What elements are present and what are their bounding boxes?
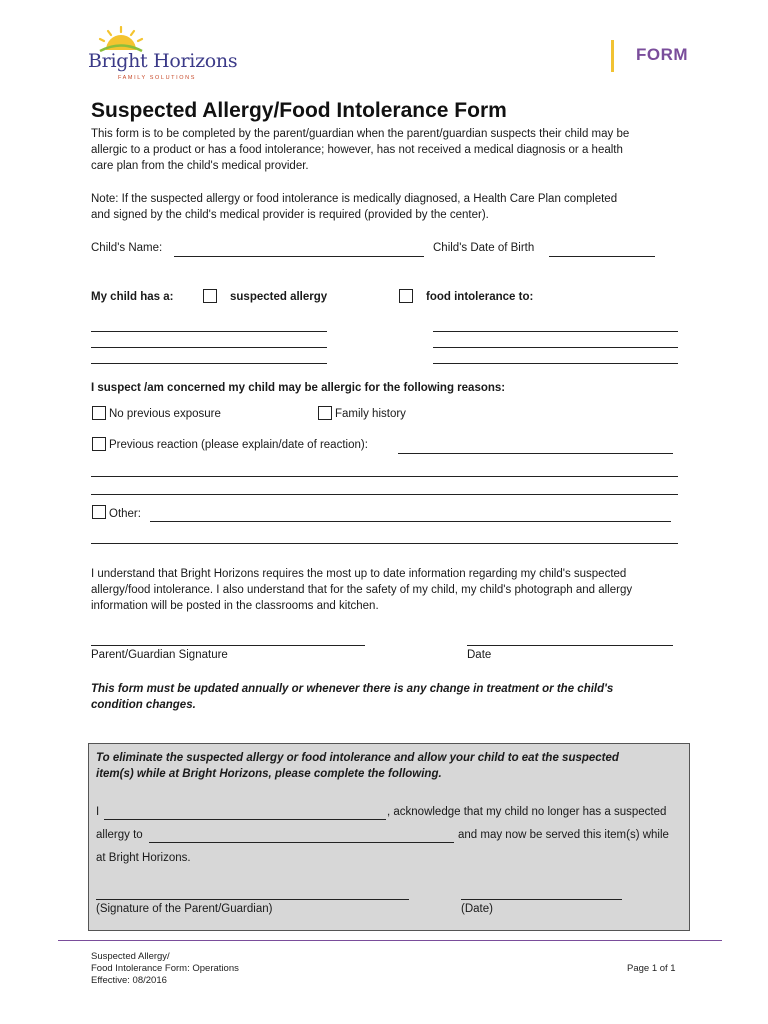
suspected-allergy-checkbox[interactable] [203,289,217,303]
ack-text: , acknowledge that my child no longer has a suspected [387,806,667,818]
box-signature-label: (Signature of the Parent/Guardian) [96,903,273,915]
food-intolerance-label: food intolerance to: [426,291,534,303]
child-name-label: Child's Name: [91,242,163,254]
allergy-line-2[interactable] [91,347,327,348]
allergy-line-1[interactable] [91,331,327,332]
doc-type-label: FORM [636,45,689,64]
box-date-label: (Date) [461,903,493,915]
header-accent-bar [611,40,614,72]
footer-doc-info: Suspected Allergy/ Food Intolerance Form: Operations Effective: 08/2016 [91,951,239,986]
previous-reaction-label: Previous reaction (please explain/date of reaction): [109,439,368,451]
reaction-line-2[interactable] [91,476,678,477]
suspected-allergy-label: suspected allergy [230,291,328,303]
signature-date-field[interactable] [467,645,673,646]
previous-reaction-checkbox[interactable] [92,437,106,451]
no-exposure-label: No previous exposure [109,408,221,420]
sun-logo-icon [98,26,144,52]
reasons-heading: I suspect /am concerned my child may be allergic for the following reasons: [91,382,506,394]
at-bh-text: at Bright Horizons. [96,852,191,864]
note-text: Note: If the suspected allergy or food intolerance is medically diagnosed, a Health Care Plan completed and signed by the child's medical provider is required (provided by the center). [91,193,618,221]
child-has-label: My child has a: [91,291,174,303]
may-be-served-text: and may now be served this item(s) while [458,829,669,841]
box-signature-field[interactable] [96,899,409,900]
consent-text: I understand that Bright Horizons requires the most up to date information regarding my child's suspected allergy/food intolerance. I also understand that for the safety of my child, my child's photograph and allergy information will be posted in the classrooms and kitchen. [91,568,633,612]
elimination-heading: To eliminate the suspected allergy or food intolerance and allow your child to eat the suspected item(s) while at Bright Horizons, please complete the following. [96,752,619,780]
food-intolerance-checkbox[interactable] [399,289,413,303]
family-history-checkbox[interactable] [318,406,332,420]
child-dob-label: Child's Date of Birth [433,242,535,254]
previous-reaction-field[interactable] [398,453,673,454]
parent-signature-label: Parent/Guardian Signature [91,649,228,661]
other-checkbox[interactable] [92,505,106,519]
other-line-2[interactable] [91,543,678,544]
intolerance-line-1[interactable] [433,331,678,332]
parent-signature-field[interactable] [91,645,365,646]
allergy-to-field[interactable] [149,842,454,843]
family-history-label: Family history [335,408,406,420]
other-field[interactable] [150,521,671,522]
allergy-to-label: allergy to [96,829,143,841]
child-dob-field[interactable] [549,256,655,257]
logo-wordmark: Bright Horizons [88,50,238,72]
footer-divider [58,940,722,941]
allergy-line-3[interactable] [91,363,327,364]
ack-i-label: I [96,806,100,818]
intolerance-line-2[interactable] [433,347,678,348]
no-exposure-checkbox[interactable] [92,406,106,420]
signature-date-label: Date [467,649,492,661]
intolerance-line-3[interactable] [433,363,678,364]
bright-horizons-logo [88,26,238,88]
box-date-field[interactable] [461,899,622,900]
page-title: Suspected Allergy/Food Intolerance Form [91,99,507,122]
page-number: Page 1 of 1 [627,963,676,974]
reaction-line-3[interactable] [91,494,678,495]
other-label: Other: [109,508,141,520]
intro-text: This form is to be completed by the parent/guardian when the parent/guardian suspects their child may be allergic to a product or has a food intolerance; however, has not received a medical diagnosis or a health care plan from the child's medical provider. [91,128,630,172]
logo-tagline: FAMILY SOLUTIONS [118,75,196,81]
ack-name-field[interactable] [104,819,386,820]
child-name-field[interactable] [174,256,424,257]
update-notice: This form must be updated annually or whenever there is any change in treatment or the child's condition changes. [91,683,614,711]
